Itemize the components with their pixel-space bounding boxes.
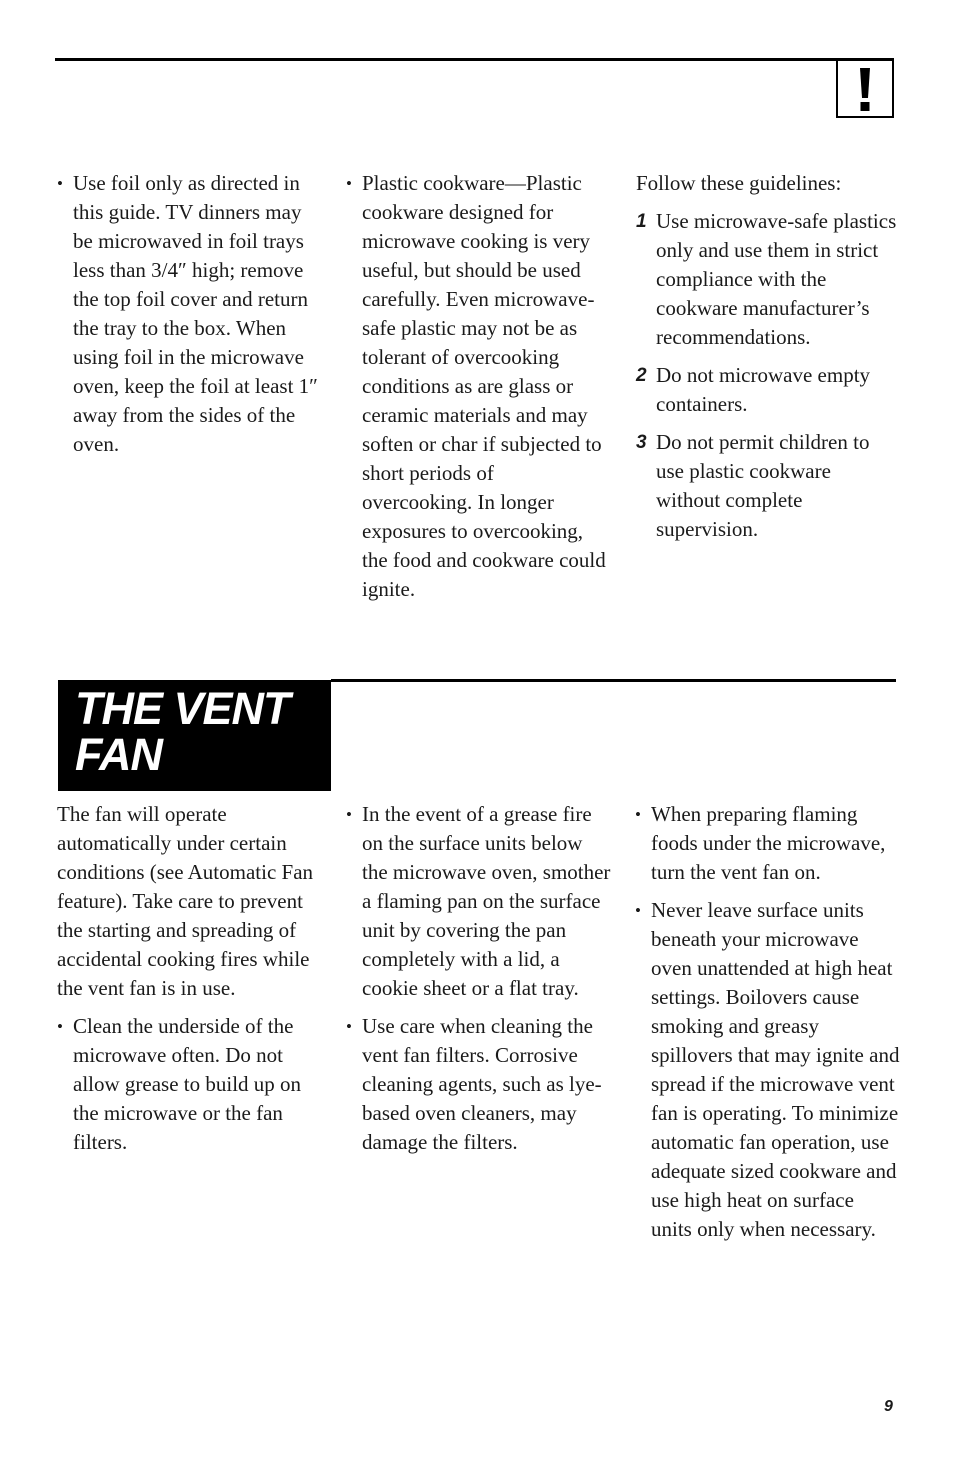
numbered-item (636, 361, 898, 419)
list-item (346, 1012, 612, 1157)
list-item-text: Clean the underside of the microwave often. Do not allow grease to build up on the microwave or the fan filters. (73, 1014, 302, 1154)
bullet-glyph: • (57, 174, 63, 193)
top-column-2 (346, 169, 608, 613)
bullet-glyph: • (346, 174, 352, 193)
numbered-item-text: Use microwave-safe plastics only and use them in strict compliance with the cookware manufacturer’s recommendations. (656, 209, 897, 349)
page-number: 9 (884, 1398, 893, 1415)
bullet-glyph: • (346, 805, 352, 824)
vent-column-2 (346, 800, 612, 1166)
list-item-text: Plastic cookware—Plastic cookware designed for microwave cooking is very useful, but should be used carefully. Even microwave-safe plastic may not be as tolerant of overcooking conditions as are glass or ceramic materials and may soften or char if subjected to short periods of overcooking. In longer exposures to overcooking, the food and cookware could ignite. (362, 171, 606, 601)
numbered-item (636, 428, 898, 544)
list-item-text: In the event of a grease fire on the surface units below the microwave oven, smother a flaming pan on the surface unit by covering the pan completely with a lid, a cookie sheet or a flat tray. (362, 802, 611, 1000)
vent-column-1 (57, 800, 323, 1166)
section-rule (331, 679, 896, 682)
bullet-glyph: • (346, 1017, 352, 1036)
list-item (635, 800, 900, 887)
numbered-item-text: Do not microwave empty containers. (656, 363, 871, 416)
bullet-glyph: • (57, 1017, 63, 1036)
numbered-item (636, 207, 898, 352)
list-item-text: Never leave surface units beneath your microwave oven unattended at high heat settings. Boilovers cause smoking and greasy spillovers that may ignite and spread if the microwave vent fan is operating. To minimize automatic fan operation, use adequate sized cookware and use high heat on surface units only when necessary. (651, 898, 900, 1241)
vent-intro-paragraph: The fan will operate automatically under certain conditions (see Automatic Fan feature). Take care to prevent the starting and spreading of accidental cooking fires while the vent fan is in use. (57, 802, 314, 1000)
list-item-text: Use foil only as directed in this guide. TV dinners may be microwaved in foil trays less than 3/4″ high; remove the top foil cover and return the tray to the box. When using foil in the microwave oven, keep the foil at least 1″ away from the sides of the oven. (73, 171, 318, 456)
list-item-text: Use care when cleaning the vent fan filters. Corrosive cleaning agents, such as lye-based oven cleaners, may damage the filters. (362, 1014, 602, 1154)
warning-box (836, 58, 894, 118)
bullet-glyph: • (635, 805, 641, 824)
list-item (57, 169, 319, 459)
top-column-1 (57, 169, 319, 468)
item-number: 3 (636, 432, 647, 453)
item-number: 1 (636, 211, 647, 232)
item-number: 2 (636, 365, 647, 386)
list-item (346, 169, 608, 604)
list-item (635, 896, 900, 1244)
bullet-glyph: • (635, 901, 641, 920)
list-item-text: When preparing flaming foods under the microwave, turn the vent fan on. (651, 802, 886, 884)
section-title: THE VENT FAN (75, 683, 290, 780)
exclamation-icon (838, 60, 892, 116)
list-item (57, 1012, 323, 1157)
section-banner (58, 680, 331, 791)
top-rule (55, 58, 894, 61)
list-item (346, 800, 612, 1003)
guidelines-intro: Follow these guidelines: (636, 171, 842, 195)
top-column-3 (636, 169, 898, 553)
vent-column-3 (635, 800, 900, 1253)
numbered-item-text: Do not permit children to use plastic cookware without complete supervision. (656, 430, 870, 541)
